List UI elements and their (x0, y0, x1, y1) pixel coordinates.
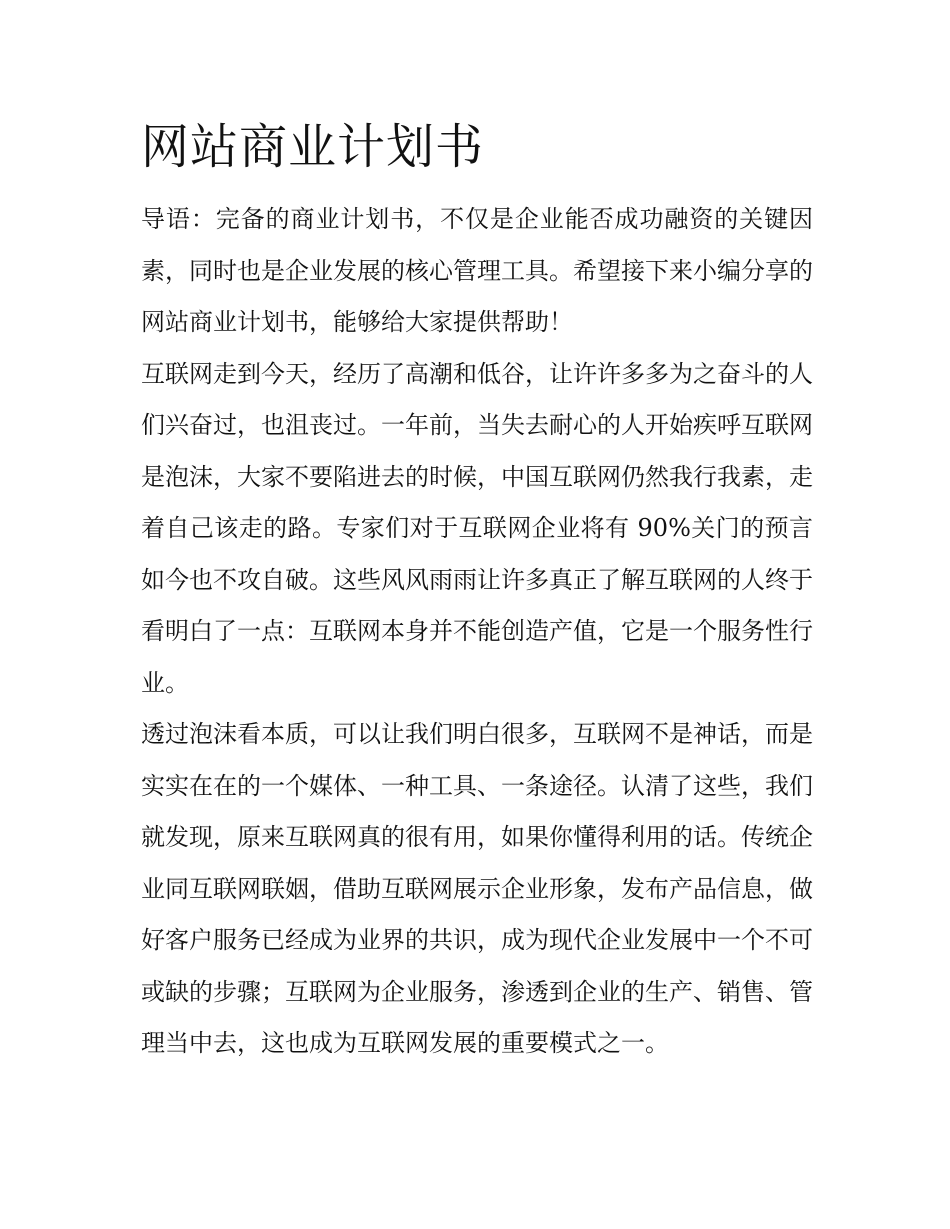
document-title: 网站商业计划书 (141, 119, 485, 175)
document-body (141, 112, 813, 1070)
paragraph-intro: 导语：完备的商业计划书，不仅是企业能否成功融资的关键因素，同时也是企业发展的核心管理工具。希望接下来小编分享的网站商业计划书，能够给大家提供帮助！ (141, 205, 813, 336)
paragraph-essence: 透过泡沫看本质，可以让我们明白很多，互联网不是神话，而是实实在在的一个媒体、一种工具、一条途径。认清了这些，我们就发现，原来互联网真的很有用，如果你懂得利用的话。传统企业同互联网联姻，借助互联网展示企业形象，发布产品信息，做好客户服务已经成为业界的共识，成为现代企业发展中一个不可或缺的步骤；互联网为企业服务，渗透到企业的生产、销售、管理当中去，这也成为互联网发展的重要模式之一。 (141, 720, 813, 1057)
paragraph-history: 互联网走到今天，经历了高潮和低谷，让许许多多为之奋斗的人们兴奋过，也沮丧过。一年前，当失去耐心的人开始疾呼互联网是泡沫，大家不要陷进去的时候，中国互联网仍然我行我素，走着自己该走的路。专家们对于互联网企业将有 90%关门的预言如今也不攻自破。这些风风雨雨让许多真正了解互联网的人终于看明白了一点：互联网本身并不能创造产值，它是一个服务性行业。 (141, 359, 813, 697)
